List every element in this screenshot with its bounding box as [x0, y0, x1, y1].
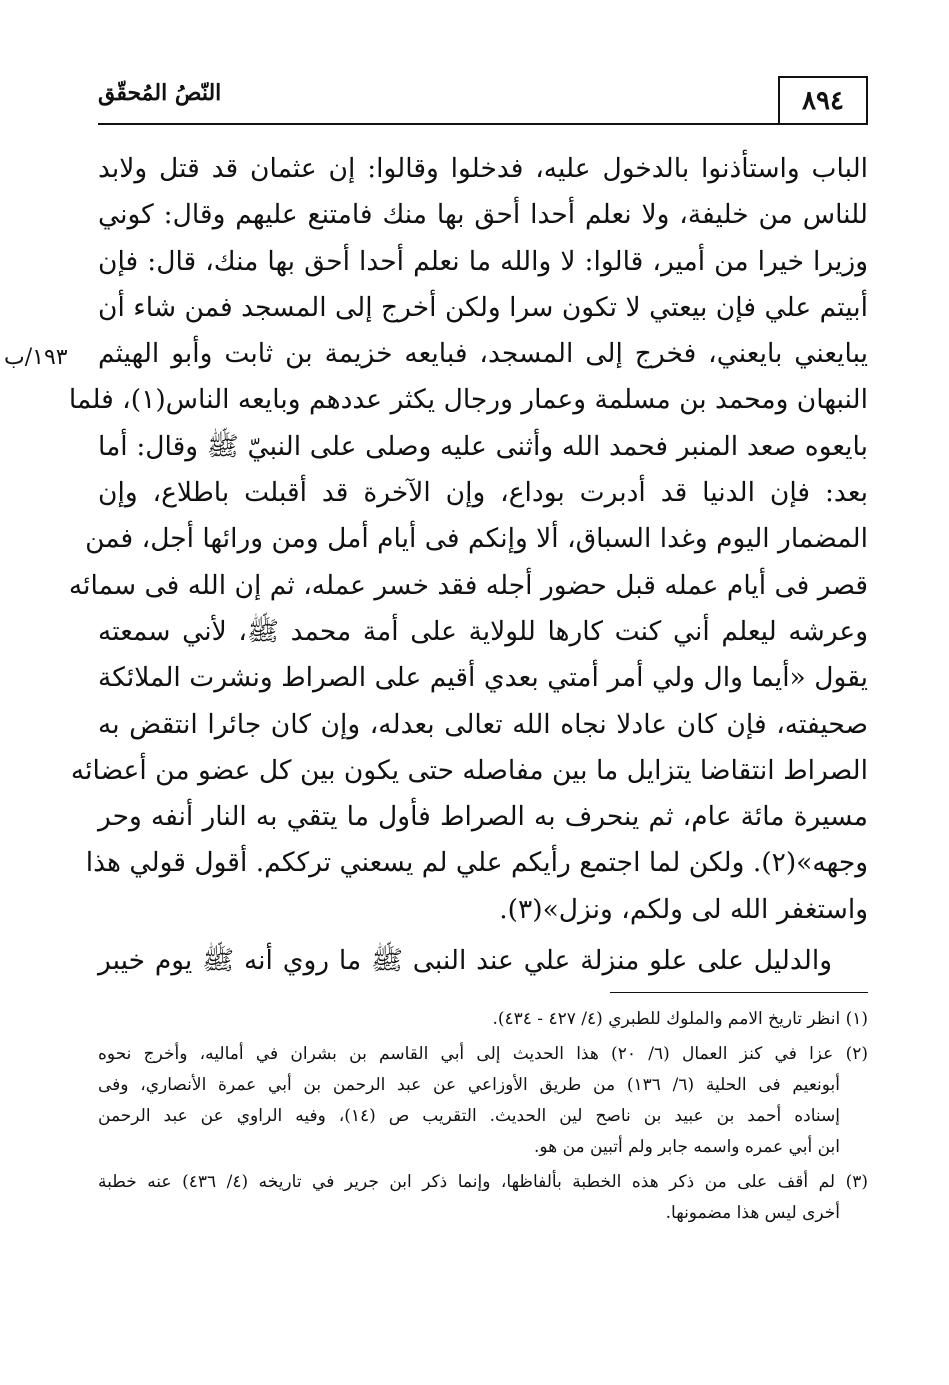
- footnote-line: إسناده أحمد بن عبيد بن ناصح لين الحديث. التقريب ص (١٤)، وفيه الراوي عن عبد الرحمن: [98, 1106, 840, 1126]
- header-rule: [98, 123, 868, 125]
- text-line: وجهه»(٢). ولكن لما اجتمع رأيكم علي لم يسعني ترككم. أقول قولي هذا: [85, 847, 868, 879]
- footnote-line: أخرى ليس هذا مضمونها.: [665, 1203, 840, 1223]
- footnote-line: (٣) لم أقف على من ذكر هذه الخطبة بألفاظها، وإنما ذكر ابن جرير في تاريخه (٤/ ٤٣٦) عنه خطبة: [98, 1172, 868, 1192]
- text-line: واستغفر الله لى ولكم، ونزل»(٣).: [499, 893, 868, 925]
- text-line: صحيفته، فإن كان عادلا نجاه الله تعالى بعدله، وإن كان جائرا انتقض به: [98, 708, 868, 740]
- footnotes: [98, 1004, 868, 1233]
- text-line: الصراط انتقاضا يتزايل ما بين مفاصله حتى يكون بين كل عضو من أعضائه: [70, 754, 868, 786]
- text-line: بعد: فإن الدنيا قد أدبرت بوداع، وإن الآخرة قد أقبلت باطلاع، وإن: [98, 477, 868, 509]
- text-line: أبيتم علي فإن بيعتي لا تكون سرا ولكن أخرج إلى المسجد فمن شاء أن: [98, 291, 868, 323]
- text-line: وزيرا خيرا من أمير، قالوا: لا والله ما نعلم أحدا أحق بها منك، قال: فإن: [98, 245, 868, 277]
- text-line: النبهان ومحمد بن مسلمة وعمار ورجال يكثر عددهم وبايعه الناس(١)، فلما: [68, 384, 868, 416]
- text-line: يقول «أيما وال ولي أمر أمتي بعدي أقيم على الصراط ونشرت الملائكة: [98, 662, 868, 694]
- footnote-rule: [610, 992, 868, 993]
- footnote-line: (١) انظر تاريخ الامم والملوك للطبري (٤/ ٤٢٧ - ٤٣٤).: [492, 1009, 868, 1029]
- text-line: يبايعني بايعني، فخرج إلى المسجد، فبايعه خزيمة بن ثابت وأبو الهيثم: [98, 338, 868, 370]
- text-line: بايعوه صعد المنبر فحمد الله وأثنى عليه وصلى على النبيّ ﷺ وقال: أما: [98, 430, 868, 462]
- footnote-2: [98, 1039, 868, 1163]
- footnote-line: ابن أبي عمره واسمه جابر ولم أتبين من هو.: [534, 1137, 840, 1157]
- text-line: المضمار اليوم وغدا السباق، ألا وإنكم فى أيام أمل ومن ورائها أجل، فمن: [85, 523, 868, 555]
- new-paragraph-line: والدليل على علو منزلة علي عند النبى ﷺ ما روي أنه ﷺ يوم خيبر: [98, 945, 832, 976]
- running-title: النّصُ المُحقّق: [98, 80, 222, 106]
- footnote-1: [98, 1004, 868, 1035]
- text-line: مسيرة مائة عام، ثم ينحرف به الصراط فأول ما يتقي به النار أنفه وحر: [98, 801, 868, 833]
- footnote-line: (٢) عزا في كنز العمال (٦/ ٢٠) هذا الحديث إلى أبي القاسم بن بشران في أماليه، وأخرج نحوه: [98, 1044, 868, 1064]
- main-text: [68, 146, 868, 933]
- footnote-3: [98, 1167, 868, 1229]
- text-line: للناس من خليفة، ولا نعلم أحدا أحق بها منك فامتنع عليهم وقال: كوني: [98, 199, 868, 231]
- text-line: وعرشه ليعلم أني كنت كارها للولاية على أمة محمد ﷺ، لأني سمعته: [98, 615, 868, 647]
- text-line: الباب واستأذنوا بالدخول عليه، فدخلوا وقالوا: إن عثمان قد قتل ولابد: [98, 153, 868, 184]
- page-number: ٨٩٤: [778, 76, 868, 124]
- margin-folio-note: ١٩٣/ب: [4, 345, 68, 370]
- text-line: قصر فى أيام عمله قبل حضور أجله فقد خسر عمله، ثم إن الله فى سمائه: [68, 569, 868, 601]
- footnote-line: أبونعيم فى الحلية (٦/ ١٣٦) من طريق الأوزاعي عن عبد الرحمن بن أبي عمرة الأنصاري، وفى: [98, 1075, 840, 1095]
